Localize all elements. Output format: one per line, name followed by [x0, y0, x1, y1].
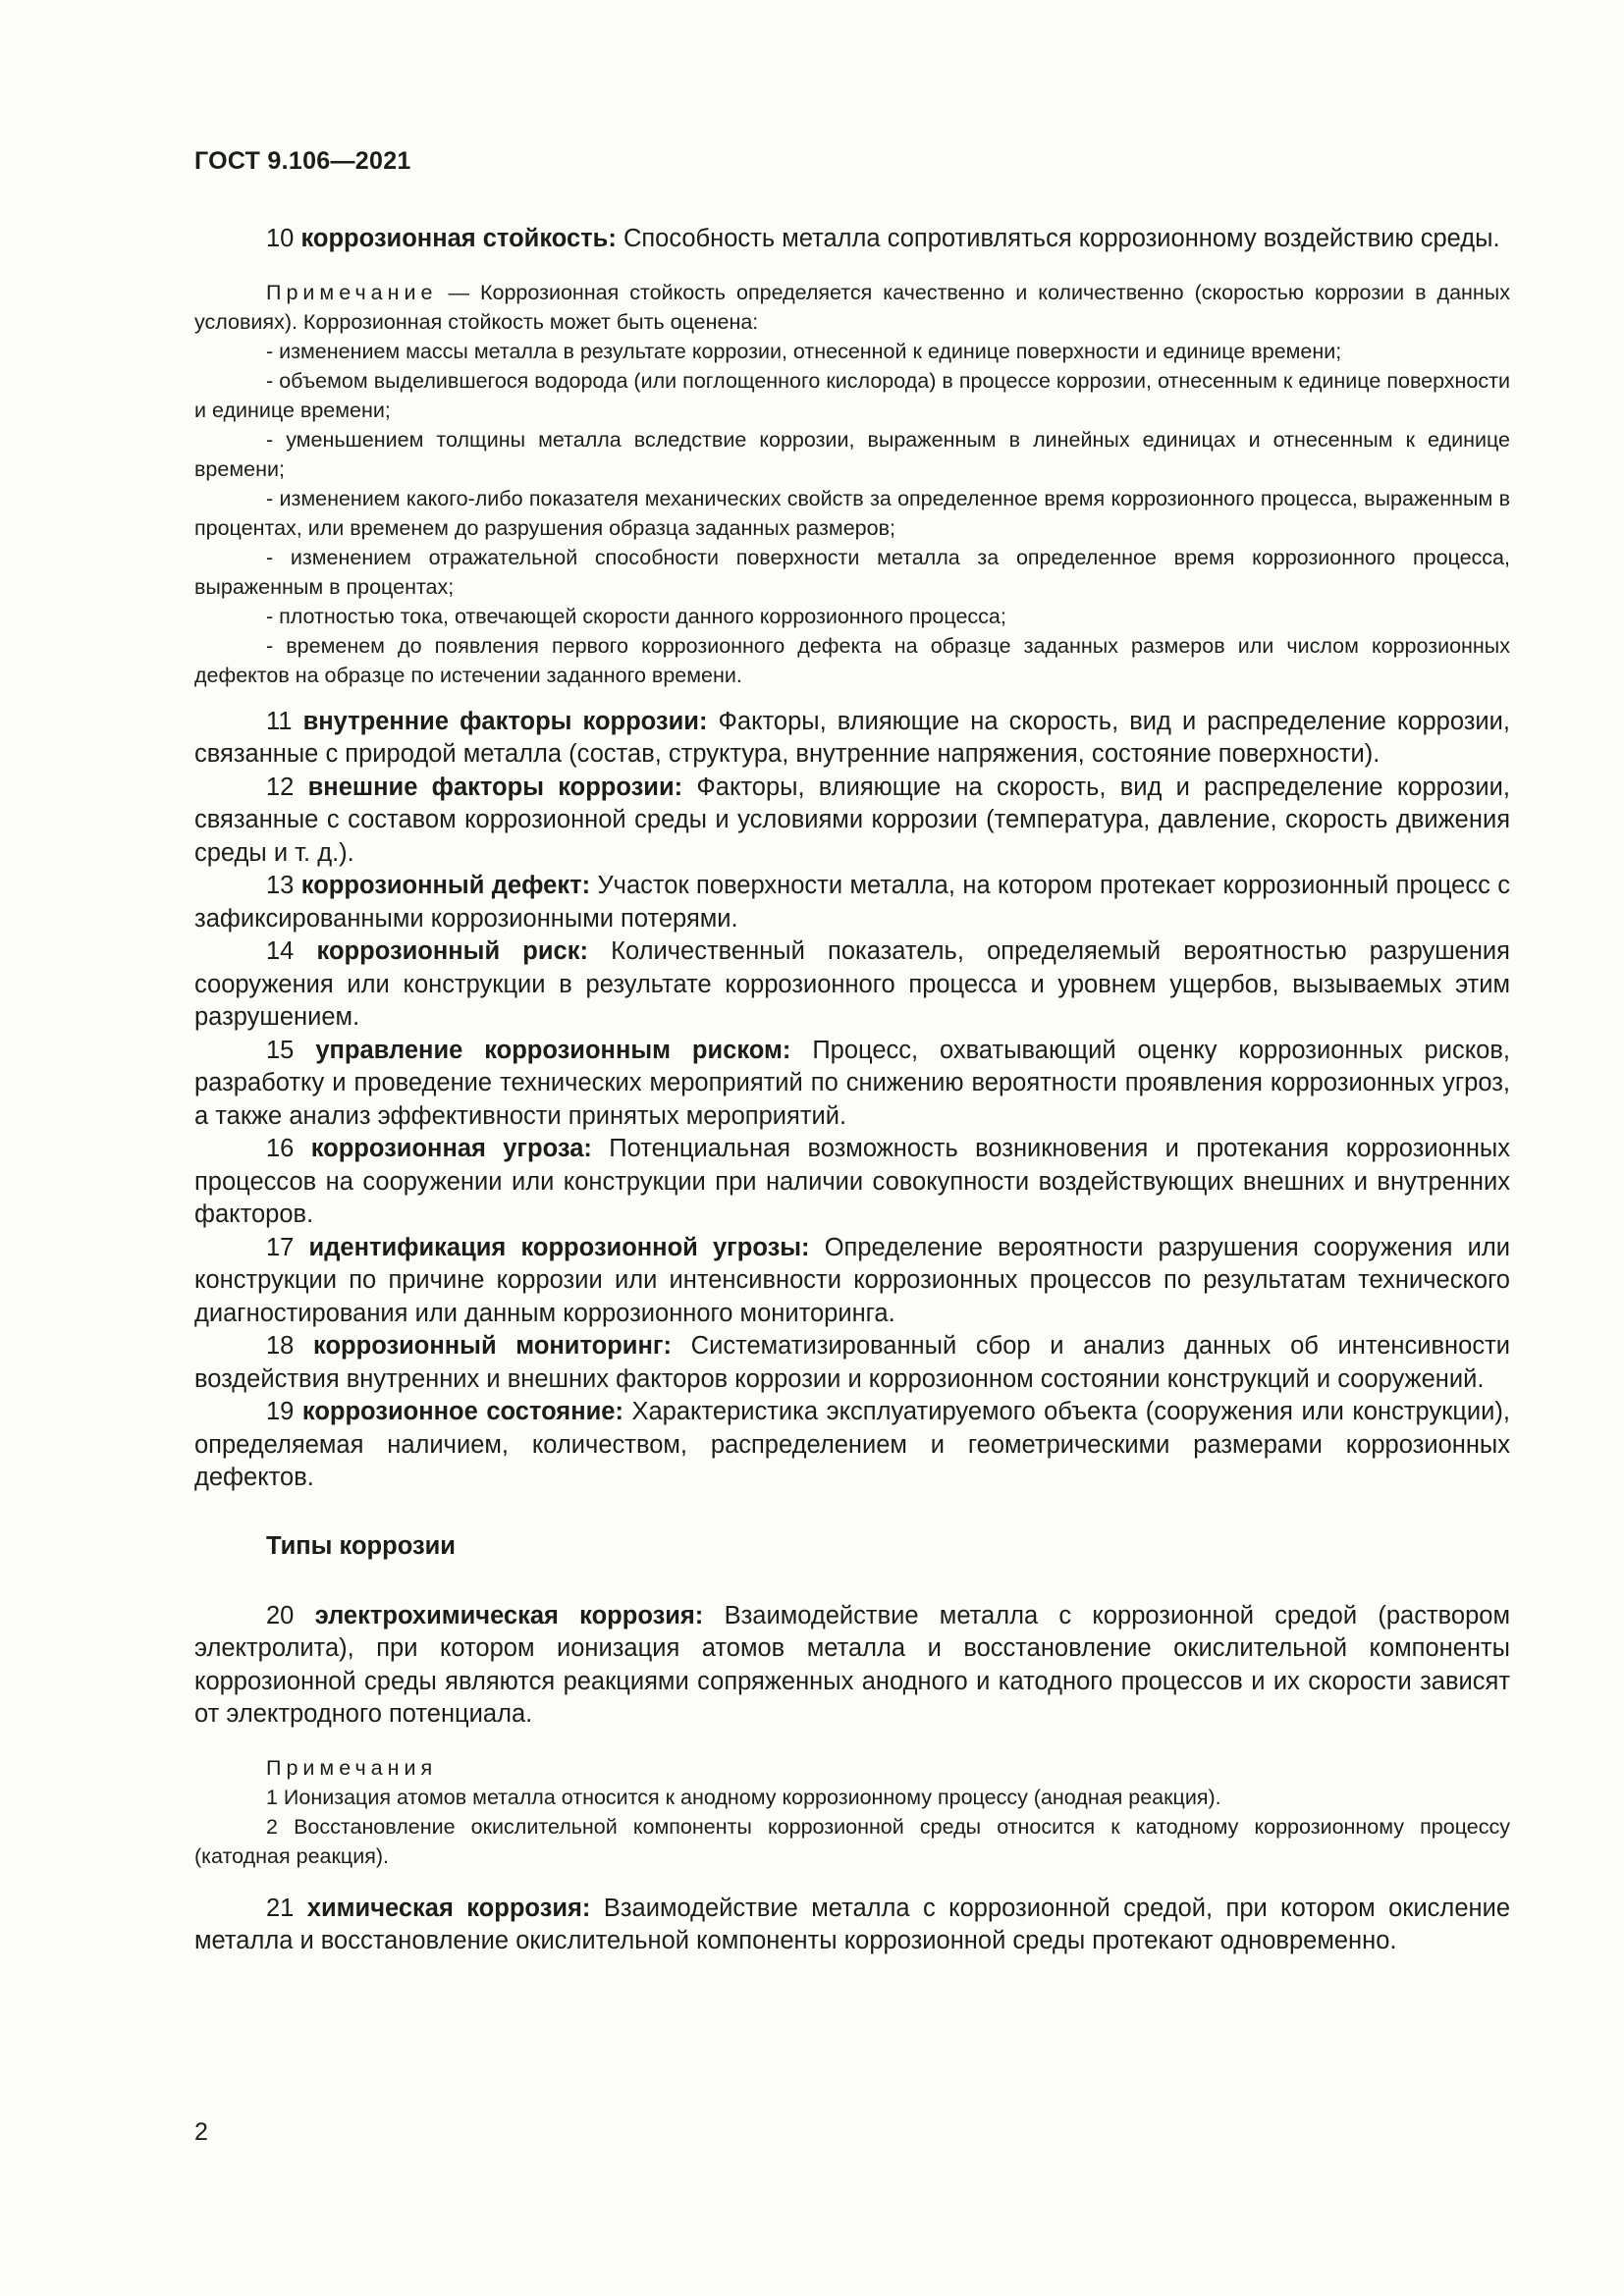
- term-number: 17: [266, 1233, 295, 1261]
- term-number: 10: [266, 225, 295, 252]
- term-16: [194, 1133, 1510, 1232]
- term-number: 12: [266, 773, 295, 801]
- note-20-item-1: 1 Ионизация атомов металла относится к анодному коррозионному процессу (анодная реакция).: [266, 1785, 1221, 1809]
- term-name: внешние факторы коррозии:: [307, 773, 683, 801]
- term-definition: Процесс, охватывающий оценку коррозионных рисков, разработку и проведение технических мероприятий по снижению вероятности проявления коррозионных угроз, а также анализ эффективности принятых мероприятий.: [194, 1036, 1510, 1130]
- term-definition: Потенциальная возможность возникновения и протекания коррозионных процессов на сооружении или конструкции при наличии совокупности воздействующих внешних и внутренних факторов.: [194, 1135, 1510, 1228]
- term-name: коррозионная стойкость:: [300, 225, 617, 252]
- term-name: коррозионное состояние:: [301, 1398, 623, 1425]
- note-10-item-5: - изменением отражательной способности поверхности металла за определенное время коррозионного процесса, выраженным в процентах;: [194, 545, 1510, 599]
- note-10-item-1: - изменением массы металла в результате коррозии, отнесенной к единице поверхности и единице времени;: [266, 339, 1342, 363]
- term-name: управление коррозионным риском:: [315, 1036, 791, 1064]
- note-10: [194, 278, 1510, 337]
- term-21: [194, 1893, 1510, 1958]
- term-10: [194, 223, 1510, 256]
- note-10-item-3: - уменьшением толщины металла вследствие коррозии, выраженным в линейных единицах и отнесенным к единице времени;: [194, 427, 1510, 481]
- term-number: 19: [266, 1398, 295, 1425]
- term-number: 14: [266, 937, 295, 965]
- section-title: Типы коррозии: [266, 1531, 456, 1560]
- term-number: 15: [266, 1036, 295, 1064]
- term-name: химическая коррозия:: [306, 1894, 591, 1922]
- document-page: [194, 147, 1510, 1958]
- term-definition: Систематизированный сбор и анализ данных об интенсивности воздействия внутренних и внешних факторов коррозии и коррозионном состоянии конструкций и сооружений.: [194, 1332, 1510, 1393]
- term-name: коррозионный риск:: [316, 937, 588, 965]
- term-number: 13: [266, 872, 295, 899]
- term-18: [194, 1330, 1510, 1396]
- note-20-label: Примечания: [266, 1755, 438, 1780]
- term-name: идентификация коррозионной угрозы:: [308, 1233, 810, 1261]
- term-definition: Участок поверхности металла, на котором протекает коррозионный процесс с зафиксированными коррозионными потерями.: [194, 872, 1510, 933]
- note-20-item-2: 2 Восстановление окислительной компоненты коррозионной среды относится к катодному коррозионному процессу (катодная реакция).: [194, 1814, 1510, 1868]
- page-number: 2: [194, 2118, 208, 2146]
- term-number: 16: [266, 1135, 295, 1162]
- term-name: электрохимическая коррозия:: [314, 1601, 704, 1629]
- term-number: 18: [266, 1332, 295, 1360]
- note-10-item-6: - плотностью тока, отвечающей скорости данного коррозионного процесса;: [266, 604, 1006, 628]
- term-definition: Факторы, влияющие на скорость, вид и распределение коррозии, связанные с природой металла (состав, структура, внутренние напряжения, состояние поверхности).: [194, 707, 1511, 768]
- term-14: [194, 935, 1510, 1035]
- term-12: [194, 772, 1510, 871]
- term-19: [194, 1396, 1510, 1495]
- term-definition: Количественный показатель, определяемый вероятностью разрушения сооружения или конструкции в результате коррозионного процесса и уровнем ущербов, вызываемых этим разрушением.: [194, 937, 1510, 1031]
- term-number: 21: [266, 1894, 295, 1922]
- term-number: 11: [266, 707, 293, 735]
- term-definition: Взаимодействие металла с коррозионной средой (раствором электролита), при котором ионизация атомов металла и восстановление окислительной компоненты коррозионной среды являются реакциями сопряженных анодного и катодного процессов и их скорости зависят от электродного потенциала.: [194, 1601, 1510, 1728]
- note-10-item-4: - изменением какого-либо показателя механических свойств за определенное время коррозионного процесса, выраженным в процентах, или временем до разрушения образца заданных размеров;: [194, 486, 1510, 540]
- term-number: 20: [266, 1601, 295, 1629]
- term-definition: Способность металла сопротивляться коррозионному воздействию среды.: [623, 225, 1500, 252]
- term-definition: Факторы, влияющие на скорость, вид и распределение коррозии, связанные с составом коррозионной среды и условиями коррозии (температура, давление, скорость движения среды и т. д.).: [194, 773, 1511, 867]
- term-15: [194, 1035, 1510, 1134]
- term-11: [194, 706, 1510, 772]
- term-name: коррозионная угроза:: [310, 1135, 592, 1162]
- note-label: Примечание: [266, 280, 438, 304]
- term-definition: Характеристика эксплуатируемого объекта (сооружения или конструкции), определяемая наличием, количеством, распределением и геометрическими размерами коррозионных дефектов.: [194, 1398, 1510, 1491]
- note-10-item-7: - временем до появления первого коррозионного дефекта на образце заданных размеров или числом коррозионных дефектов на образце по истечении заданного времени.: [194, 633, 1510, 687]
- term-definition: Определение вероятности разрушения сооружения или конструкции по причине коррозии или интенсивности коррозионных процессов по результатам технического диагностирования или данным коррозионного мониторинга.: [194, 1233, 1511, 1327]
- document-header: ГОСТ 9.106—2021: [194, 147, 411, 175]
- term-13: [194, 870, 1510, 935]
- note-text: — Коррозионная стойкость определяется качественно и количественно (скоростью коррозии в данных условиях). Коррозионная стойкость может быть оценена:: [194, 280, 1510, 334]
- term-name: внутренние факторы коррозии:: [302, 707, 708, 735]
- term-17: [194, 1232, 1510, 1331]
- term-name: коррозионный дефект:: [300, 872, 591, 899]
- term-definition: Взаимодействие металла с коррозионной средой, при котором окисление металла и восстановление окислительной компоненты коррозионной среды протекают одновременно.: [194, 1894, 1511, 1954]
- term-name: коррозионный мониторинг:: [313, 1332, 672, 1360]
- term-20: [194, 1600, 1510, 1732]
- note-10-item-2: - объемом выделившегося водорода (или поглощенного кислорода) в процессе коррозии, отнесенным к единице поверхности и единице времени;: [194, 368, 1510, 422]
